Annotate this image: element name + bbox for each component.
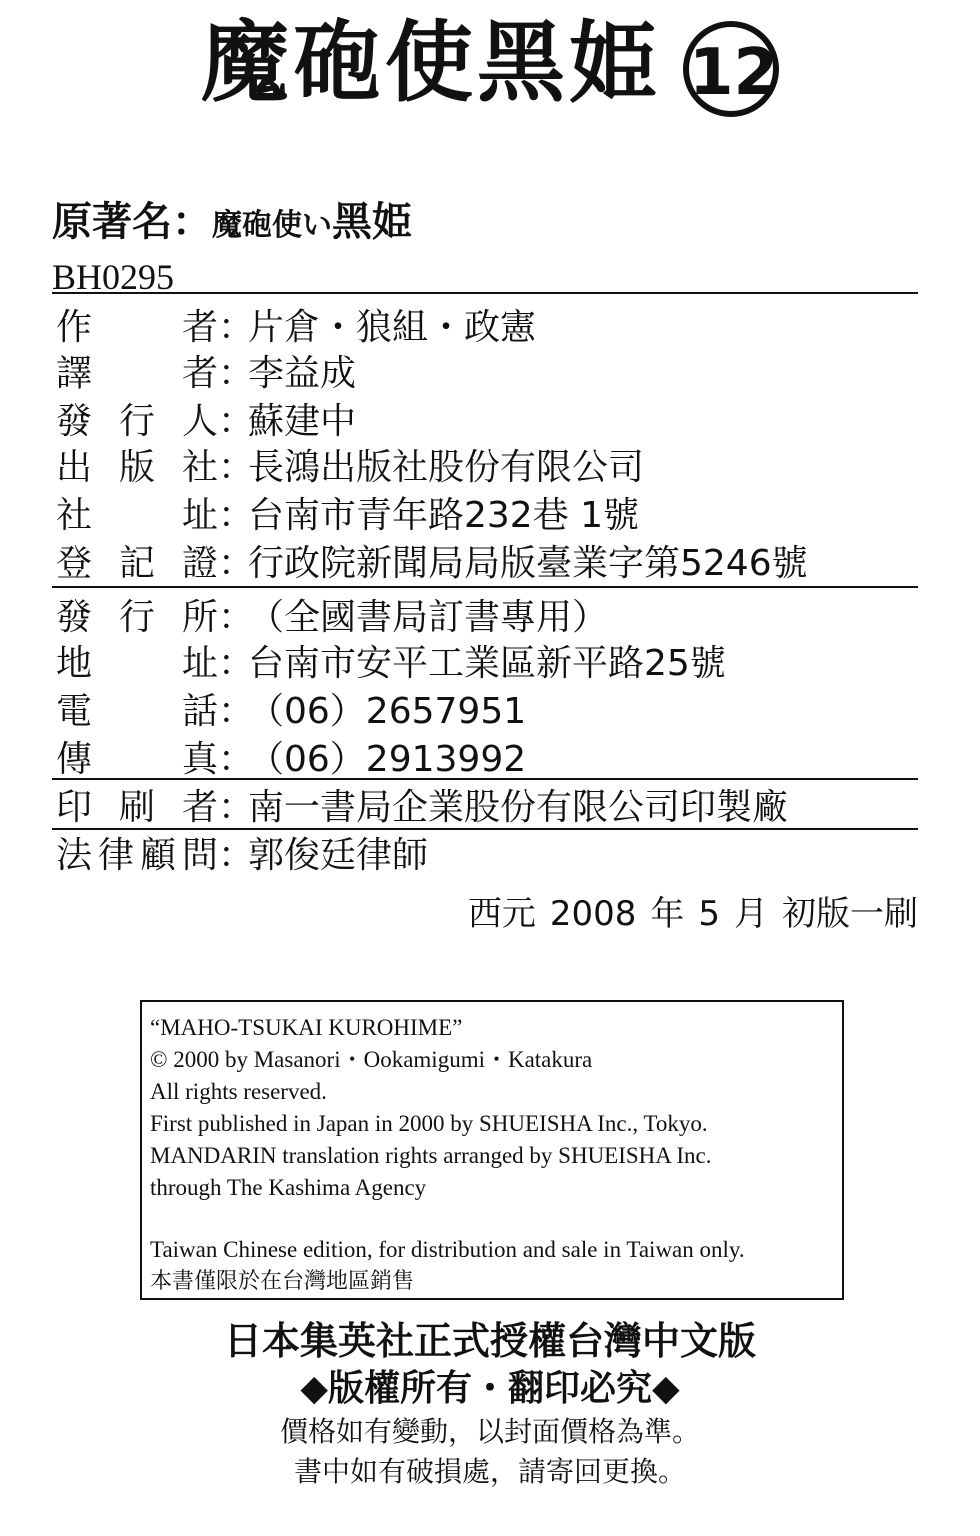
credit-label-char: 者 bbox=[181, 353, 218, 394]
divider bbox=[52, 586, 918, 588]
credit-colon: ： bbox=[218, 739, 255, 780]
rights-line: ◆版權所有・翻印必究◆ bbox=[300, 1368, 680, 1409]
credit-label bbox=[56, 596, 218, 640]
credit-label-char: 發 bbox=[56, 401, 93, 442]
original-title-small: 魔砲使い bbox=[212, 208, 332, 243]
credit-label-char: 行 bbox=[118, 597, 155, 638]
credit-row bbox=[56, 446, 644, 490]
copyright-line: First published in Japan in 2000 by SHUEISHA Inc., Tokyo. bbox=[150, 1111, 708, 1136]
credit-label bbox=[56, 786, 218, 830]
edition-era: 西元 bbox=[467, 894, 536, 934]
credit-value: 蘇建中 bbox=[248, 401, 357, 442]
edition-date bbox=[454, 886, 918, 935]
credit-label-char: 址 bbox=[181, 495, 218, 536]
credit-label-char: 地 bbox=[56, 643, 93, 684]
credit-label-char: 記 bbox=[118, 543, 155, 584]
edition-month-unit: 月 bbox=[734, 894, 768, 934]
credit-label-char: 版 bbox=[118, 447, 155, 488]
credit-colon: ： bbox=[218, 495, 255, 536]
damage-note: 書中如有破損處，請寄回更換。 bbox=[293, 1455, 686, 1488]
credit-colon: ： bbox=[218, 543, 255, 584]
credit-colon: ： bbox=[218, 643, 255, 684]
credit-row bbox=[56, 494, 639, 538]
original-title-big: 黑姫 bbox=[332, 199, 412, 245]
credit-row bbox=[56, 786, 788, 830]
credit-label bbox=[56, 542, 218, 586]
credit-label-char: 社 bbox=[56, 495, 93, 536]
copyright-line: through The Kashima Agency bbox=[150, 1175, 427, 1200]
copyright-box bbox=[140, 1000, 844, 1300]
credit-row bbox=[56, 690, 526, 734]
credit-label-char: 刷 bbox=[118, 787, 155, 828]
credit-label-char: 法 bbox=[56, 835, 93, 876]
volume-badge: 12 bbox=[683, 21, 779, 117]
credit-label-char: 證 bbox=[181, 543, 218, 584]
credit-label-char: 印 bbox=[56, 787, 93, 828]
credit-label bbox=[56, 690, 218, 734]
original-title bbox=[52, 190, 412, 247]
credit-colon: ： bbox=[218, 447, 255, 488]
credit-label-char: 真 bbox=[181, 739, 218, 780]
title-text: 魔砲使黑姫 bbox=[200, 11, 661, 114]
credit-label-char: 發 bbox=[56, 597, 93, 638]
credit-row bbox=[56, 738, 526, 782]
credit-value: 南一書局企業股份有限公司印製廠 bbox=[248, 787, 789, 828]
edition-month: 5 bbox=[698, 894, 720, 934]
credit-value: （全國書局訂書專用） bbox=[248, 597, 609, 638]
credit-label-char: 者 bbox=[181, 787, 218, 828]
credit-label bbox=[56, 446, 218, 490]
edition-year-unit: 年 bbox=[650, 894, 685, 934]
book-code: BH0295 bbox=[52, 257, 175, 297]
credit-label-char: 譯 bbox=[56, 353, 93, 394]
edition-note: Taiwan Chinese edition, for distribution and sale in Taiwan only. bbox=[150, 1237, 745, 1262]
credit-label-char: 問 bbox=[181, 835, 218, 876]
credit-label-char: 出 bbox=[56, 447, 93, 488]
credit-label-char: 作 bbox=[56, 307, 93, 348]
credit-colon: ： bbox=[218, 353, 255, 394]
copyright-line: All rights reserved. bbox=[150, 1079, 327, 1104]
credit-value: 台南市安平工業區新平路25號 bbox=[248, 643, 726, 684]
credit-label bbox=[56, 834, 218, 878]
credit-value: 郭俊廷律師 bbox=[248, 835, 429, 876]
credit-value: 台南市青年路232巷 1號 bbox=[248, 495, 640, 536]
edition-note-zh: 本書僅限於在台灣地區銷售 bbox=[150, 1269, 415, 1294]
credit-value: 李益成 bbox=[248, 353, 357, 394]
original-title-label: 原著名： bbox=[52, 199, 212, 245]
credit-row bbox=[56, 306, 536, 350]
credit-row bbox=[56, 596, 608, 640]
credit-value: 片倉・狼組・政憲 bbox=[248, 307, 537, 348]
copyright-line: “MAHO-TSUKAI KUROHIME” bbox=[150, 1015, 463, 1040]
credit-value: 行政院新聞局局版臺業字第5246號 bbox=[248, 543, 808, 584]
credit-label bbox=[56, 400, 218, 444]
credit-label bbox=[56, 306, 218, 350]
credit-label-char: 社 bbox=[181, 447, 218, 488]
credit-label-char: 顧 bbox=[139, 835, 176, 876]
edition-print: 初版一刷 bbox=[782, 894, 918, 934]
credit-colon: ： bbox=[218, 691, 255, 732]
price-note: 價格如有變動，以封面價格為準。 bbox=[279, 1415, 700, 1448]
edition-year: 2008 bbox=[549, 894, 637, 934]
credit-label-char: 律 bbox=[97, 835, 134, 876]
credit-row bbox=[56, 400, 356, 444]
copyright-line: MANDARIN translation rights arranged by SHUEISHA Inc. bbox=[150, 1143, 712, 1168]
credit-label bbox=[56, 494, 218, 538]
credit-colon: ： bbox=[218, 597, 255, 638]
credit-value: （06）2913992 bbox=[248, 739, 527, 780]
credit-colon: ： bbox=[218, 787, 255, 828]
credit-label-char: 址 bbox=[181, 643, 218, 684]
credit-value: （06）2657951 bbox=[248, 691, 527, 732]
credit-row bbox=[56, 642, 726, 686]
credit-label-char: 話 bbox=[181, 691, 218, 732]
credit-label-char: 電 bbox=[56, 691, 93, 732]
credit-label bbox=[56, 642, 218, 686]
credit-label bbox=[56, 352, 218, 396]
credit-row bbox=[56, 834, 428, 878]
book-title bbox=[0, 8, 980, 118]
divider bbox=[52, 292, 918, 294]
copyright-line: © 2000 by Masanori・Ookamigumi・Katakura bbox=[150, 1047, 593, 1072]
credit-colon: ： bbox=[218, 835, 255, 876]
credit-label-char: 傳 bbox=[56, 739, 93, 780]
credit-colon: ： bbox=[218, 307, 255, 348]
credit-label bbox=[56, 738, 218, 782]
credit-label-char: 所 bbox=[181, 597, 218, 638]
credit-row bbox=[56, 542, 808, 586]
credit-value: 長鴻出版社股份有限公司 bbox=[248, 447, 645, 488]
credit-label-char: 人 bbox=[181, 401, 218, 442]
credit-label-char: 者 bbox=[181, 307, 218, 348]
authorization-line: 日本集英社正式授權台灣中文版 bbox=[223, 1319, 756, 1363]
credit-label-char: 行 bbox=[118, 401, 155, 442]
credit-colon: ： bbox=[218, 401, 255, 442]
credit-label-char: 登 bbox=[56, 543, 93, 584]
credit-row bbox=[56, 352, 356, 396]
